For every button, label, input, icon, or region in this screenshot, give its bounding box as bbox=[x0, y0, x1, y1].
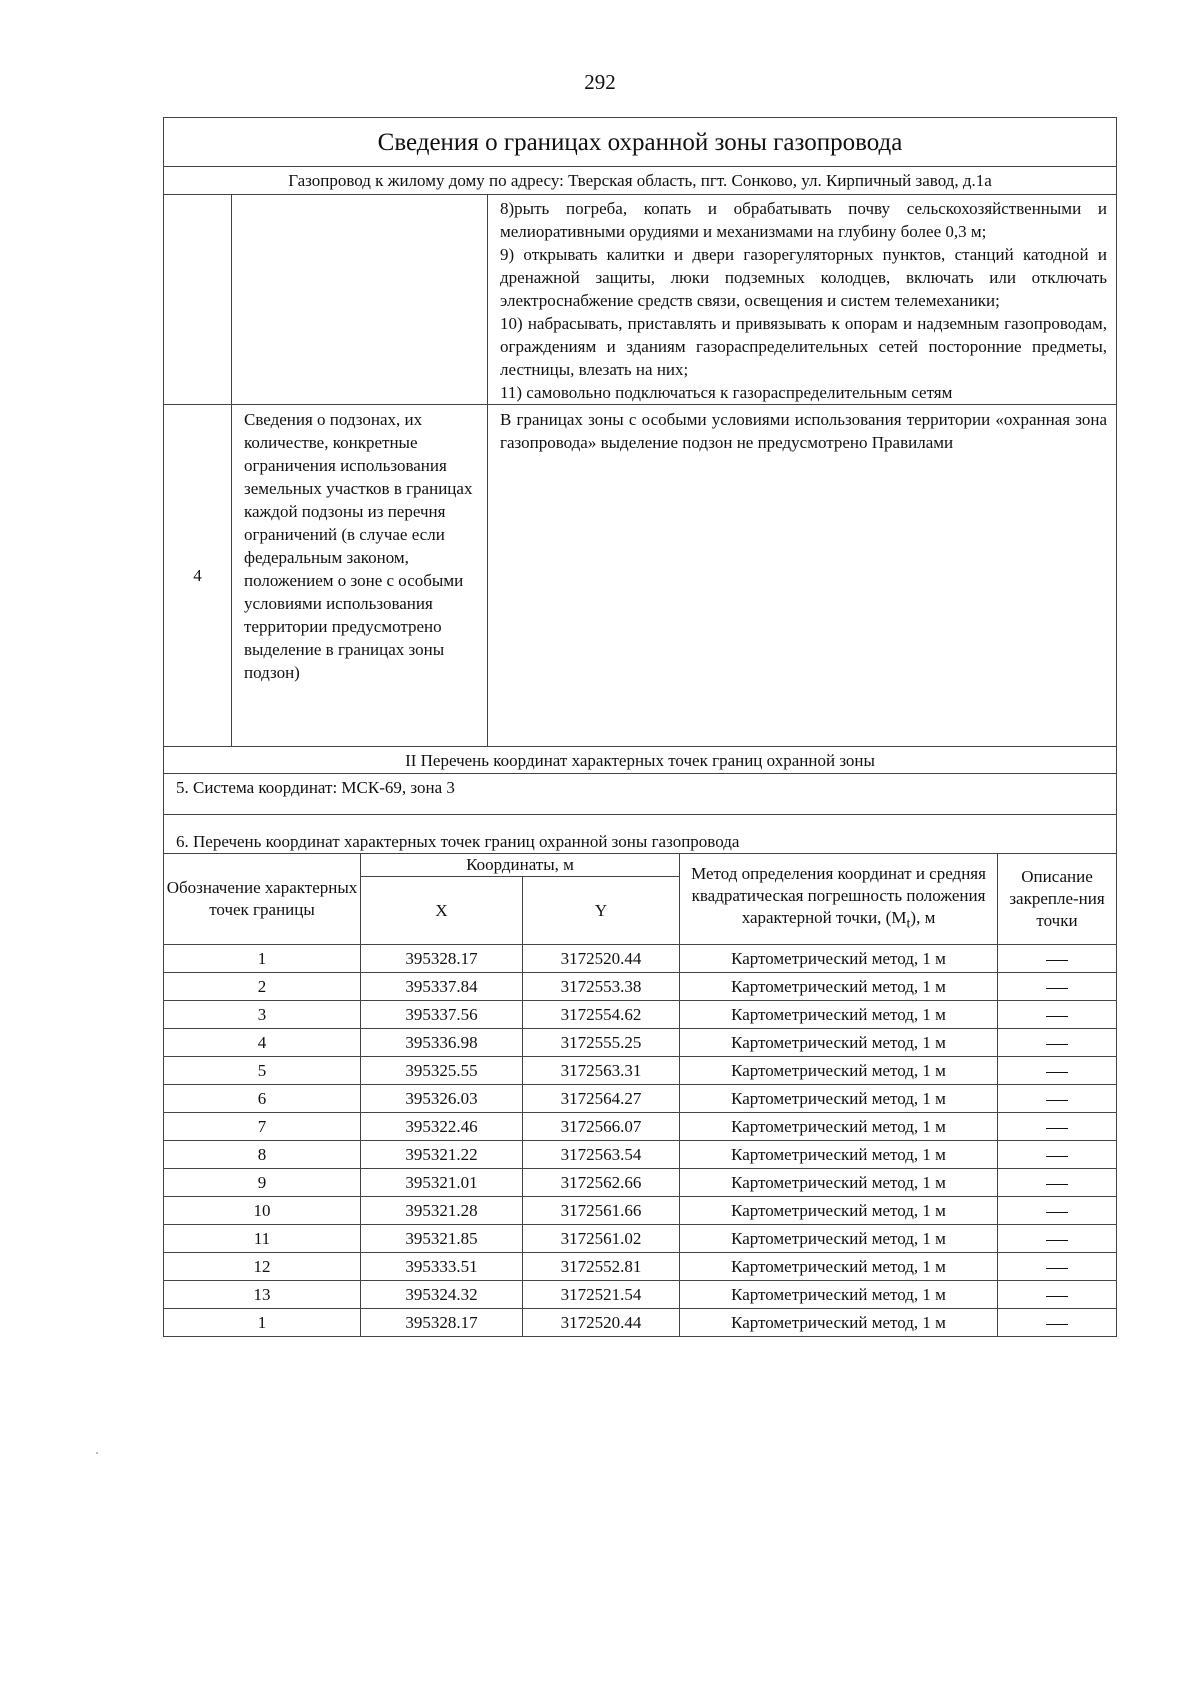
y-cell: 3172555.25 bbox=[523, 1029, 680, 1057]
method-cell: Картометрический метод, 1 м bbox=[680, 1029, 998, 1057]
header-method-text: Метод определения координат и средняя квадратическая погрешность положения характерной точки, (M bbox=[691, 864, 986, 928]
y-cell: 3172566.07 bbox=[523, 1113, 680, 1141]
dash-mark bbox=[1046, 1240, 1068, 1241]
description-cell bbox=[998, 1029, 1117, 1057]
y-cell: 3172562.66 bbox=[523, 1169, 680, 1197]
y-cell: 3172563.31 bbox=[523, 1057, 680, 1085]
point-cell: 3 bbox=[164, 1001, 361, 1029]
y-cell: 3172520.44 bbox=[523, 945, 680, 973]
method-cell: Картометрический метод, 1 м bbox=[680, 1057, 998, 1085]
document-title: Сведения о границах охранной зоны газопровода bbox=[164, 118, 1117, 167]
document-subtitle: Газопровод к жилому дому по адресу: Тверская область, пгт. Сонково, ул. Кирпичный завод, д.1а bbox=[164, 167, 1117, 195]
rule-item-11: 11) самовольно подключаться к газораспределительным сетям bbox=[500, 383, 953, 402]
x-cell: 395321.28 bbox=[361, 1197, 523, 1225]
rule-item-10: 10) набрасывать, приставлять и привязывать к опорам и надземным газопроводам, ограждениям и зданиям газораспределительных сетей посторонние предметы, лестницы, влезать на них; bbox=[500, 314, 1108, 379]
table-row bbox=[164, 1085, 1117, 1113]
description-cell bbox=[998, 973, 1117, 1001]
header-method-sub: t bbox=[906, 915, 911, 932]
x-cell: 395322.46 bbox=[361, 1113, 523, 1141]
item-value: В границах зоны с особыми условиями использования территории «охранная зона газопровода» выделение подзон не предусмотрено Правилами bbox=[488, 405, 1117, 747]
item-number: 4 bbox=[164, 405, 232, 747]
point-cell: 12 bbox=[164, 1253, 361, 1281]
y-cell: 3172561.66 bbox=[523, 1197, 680, 1225]
item-name: Сведения о подзонах, их количестве, конкретные ограничения использования земельных участков в границах каждой подзоны из перечня ограничений (в случае если федеральным законом, положением о зоне с особыми условиями использования территории предусмотрено выделение в границах зоны подзон) bbox=[232, 405, 488, 747]
description-cell bbox=[998, 1057, 1117, 1085]
table-row bbox=[164, 1169, 1117, 1197]
method-cell: Картометрический метод, 1 м bbox=[680, 945, 998, 973]
description-cell bbox=[998, 1141, 1117, 1169]
header-x: X bbox=[361, 877, 523, 945]
dash-mark bbox=[1046, 1100, 1068, 1101]
x-cell: 395333.51 bbox=[361, 1253, 523, 1281]
point-cell: 5 bbox=[164, 1057, 361, 1085]
y-cell: 3172552.81 bbox=[523, 1253, 680, 1281]
method-cell: Картометрический метод, 1 м bbox=[680, 1001, 998, 1029]
y-cell: 3172521.54 bbox=[523, 1281, 680, 1309]
y-cell: 3172554.62 bbox=[523, 1001, 680, 1029]
point-cell: 4 bbox=[164, 1029, 361, 1057]
description-cell bbox=[998, 1225, 1117, 1253]
point-cell: 6 bbox=[164, 1085, 361, 1113]
point-cell: 9 bbox=[164, 1169, 361, 1197]
y-cell: 3172561.02 bbox=[523, 1225, 680, 1253]
coordinate-list-title: 6. Перечень координат характерных точек границ охранной зоны газопровода bbox=[164, 815, 1117, 854]
method-cell: Картометрический метод, 1 м bbox=[680, 1309, 998, 1337]
dash-mark bbox=[1046, 1016, 1068, 1017]
header-description: Описание закрепле-ния точки bbox=[998, 854, 1117, 945]
method-cell: Картометрический метод, 1 м bbox=[680, 1113, 998, 1141]
description-cell bbox=[998, 1169, 1117, 1197]
section-2-title: II Перечень координат характерных точек границ охранной зоны bbox=[164, 747, 1117, 774]
table-row bbox=[164, 1113, 1117, 1141]
dash-mark bbox=[1046, 1212, 1068, 1213]
point-cell: 1 bbox=[164, 945, 361, 973]
coordinates-table bbox=[163, 853, 1117, 1337]
x-cell: 395337.56 bbox=[361, 1001, 523, 1029]
rules-continuation-row bbox=[164, 195, 1117, 405]
description-cell bbox=[998, 1001, 1117, 1029]
point-cell: 10 bbox=[164, 1197, 361, 1225]
x-cell: 395324.32 bbox=[361, 1281, 523, 1309]
rule-item-8: 8)рыть погреба, копать и обрабатывать почву сельскохозяйственными и мелиоративными орудиями и механизмами на глубину более 0,3 м; bbox=[500, 199, 1108, 241]
table-row bbox=[164, 1001, 1117, 1029]
dash-mark bbox=[1046, 1268, 1068, 1269]
method-cell: Картометрический метод, 1 м bbox=[680, 1141, 998, 1169]
point-cell: 11 bbox=[164, 1225, 361, 1253]
x-cell: 395321.01 bbox=[361, 1169, 523, 1197]
point-cell: 7 bbox=[164, 1113, 361, 1141]
dash-mark bbox=[1046, 1128, 1068, 1129]
description-cell bbox=[998, 1309, 1117, 1337]
x-cell: 395337.84 bbox=[361, 973, 523, 1001]
dash-mark bbox=[1046, 988, 1068, 989]
method-cell: Картометрический метод, 1 м bbox=[680, 1197, 998, 1225]
x-cell: 395336.98 bbox=[361, 1029, 523, 1057]
method-cell: Картометрический метод, 1 м bbox=[680, 973, 998, 1001]
table-row bbox=[164, 945, 1117, 973]
description-cell bbox=[998, 945, 1117, 973]
point-cell: 1 bbox=[164, 1309, 361, 1337]
table-row bbox=[164, 1253, 1117, 1281]
table-row bbox=[164, 1057, 1117, 1085]
description-cell bbox=[998, 1113, 1117, 1141]
x-cell: 395325.55 bbox=[361, 1057, 523, 1085]
description-cell bbox=[998, 1281, 1117, 1309]
rule-item-9: 9) открывать калитки и двери газорегуляторных пунктов, станций катодной и дренажной защиты, люки подземных колодцев, включать или отключать электроснабжение средств связи, освещения и систем телемеханики; bbox=[500, 245, 1108, 310]
header-method bbox=[680, 854, 998, 945]
x-cell: 395321.85 bbox=[361, 1225, 523, 1253]
x-cell: 395326.03 bbox=[361, 1085, 523, 1113]
rules-text-cell bbox=[488, 195, 1117, 405]
x-cell: 395321.22 bbox=[361, 1141, 523, 1169]
point-cell: 2 bbox=[164, 973, 361, 1001]
header-y: Y bbox=[523, 877, 680, 945]
x-cell: 395328.17 bbox=[361, 1309, 523, 1337]
zone-info-table bbox=[163, 117, 1117, 854]
description-cell bbox=[998, 1253, 1117, 1281]
page-number: 292 bbox=[584, 70, 616, 94]
header-method-unit: ), м bbox=[910, 908, 936, 928]
y-cell: 3172553.38 bbox=[523, 973, 680, 1001]
method-cell: Картометрический метод, 1 м bbox=[680, 1253, 998, 1281]
method-cell: Картометрический метод, 1 м bbox=[680, 1281, 998, 1309]
dash-mark bbox=[1046, 1156, 1068, 1157]
coordinates-body bbox=[164, 945, 1117, 1337]
dash-mark bbox=[1046, 960, 1068, 961]
table-row bbox=[164, 1281, 1117, 1309]
y-cell: 3172520.44 bbox=[523, 1309, 680, 1337]
header-point: Обозначение характерных точек границы bbox=[164, 854, 361, 945]
table-row bbox=[164, 1141, 1117, 1169]
dash-mark bbox=[1046, 1072, 1068, 1073]
dash-mark bbox=[1046, 1184, 1068, 1185]
coordinate-system: 5. Система координат: МСК-69, зона 3 bbox=[164, 774, 1117, 815]
dash-mark bbox=[1046, 1324, 1068, 1325]
document-body bbox=[163, 117, 1116, 1337]
dash-mark bbox=[1046, 1296, 1068, 1297]
description-cell bbox=[998, 1085, 1117, 1113]
table-row bbox=[164, 973, 1117, 1001]
y-cell: 3172563.54 bbox=[523, 1141, 680, 1169]
method-cell: Картометрический метод, 1 м bbox=[680, 1085, 998, 1113]
rules-number-cell bbox=[164, 195, 232, 405]
table-row bbox=[164, 1029, 1117, 1057]
rules-name-cell bbox=[232, 195, 488, 405]
table-row bbox=[164, 1225, 1117, 1253]
x-cell: 395328.17 bbox=[361, 945, 523, 973]
scan-speck bbox=[96, 1452, 98, 1454]
point-cell: 8 bbox=[164, 1141, 361, 1169]
dash-mark bbox=[1046, 1044, 1068, 1045]
table-row bbox=[164, 1197, 1117, 1225]
subzone-row bbox=[164, 405, 1117, 747]
y-cell: 3172564.27 bbox=[523, 1085, 680, 1113]
table-row bbox=[164, 1309, 1117, 1337]
method-cell: Картометрический метод, 1 м bbox=[680, 1169, 998, 1197]
header-coordinates: Координаты, м bbox=[361, 854, 680, 877]
method-cell: Картометрический метод, 1 м bbox=[680, 1225, 998, 1253]
description-cell bbox=[998, 1197, 1117, 1225]
point-cell: 13 bbox=[164, 1281, 361, 1309]
